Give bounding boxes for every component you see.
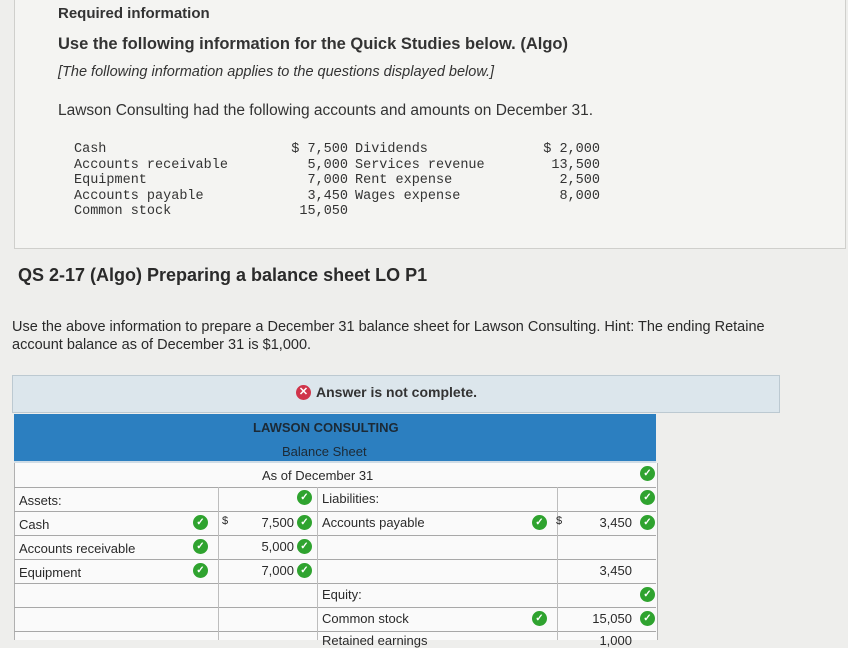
account-amount: 2,500 [559, 173, 600, 188]
asset-amount-field[interactable]: 7,000 [261, 563, 294, 578]
account-amount: $ 2,000 [543, 142, 600, 157]
column-divider [317, 487, 318, 640]
account-amount: 7,000 [307, 173, 348, 188]
account-amount: 8,000 [559, 188, 600, 204]
check-icon: ✓ [532, 515, 547, 530]
right-margin [656, 414, 848, 640]
asset-account-field[interactable]: Accounts receivable [19, 541, 136, 556]
error-x-icon: ✕ [296, 385, 311, 400]
statement-title-field[interactable]: Balance Sheet [282, 444, 367, 459]
equity-account-field[interactable]: Retained earnings [322, 633, 428, 648]
row-divider [14, 583, 656, 584]
account-name: Dividends [355, 142, 428, 157]
account-amount: 13,500 [551, 157, 600, 173]
check-icon: ✓ [640, 587, 655, 602]
liability-account-field[interactable]: Accounts payable [322, 515, 425, 530]
asset-amount-field[interactable]: 5,000 [261, 539, 294, 554]
account-name: Services revenue [355, 157, 485, 173]
check-icon: ✓ [640, 466, 655, 481]
check-icon: ✓ [193, 515, 208, 530]
asset-account-field[interactable]: Cash [19, 517, 50, 532]
liabilities-label[interactable]: Liabilities: [322, 491, 380, 506]
company-name-field[interactable]: LAWSON CONSULTING [253, 420, 399, 435]
answer-status [296, 384, 477, 400]
account-name: Accounts receivable [74, 157, 228, 173]
check-icon: ✓ [640, 515, 655, 530]
account-amount: 3,450 [307, 188, 348, 204]
assets-label[interactable]: Assets: [19, 493, 62, 508]
lawson-accounts-intro: Lawson Consulting had the following accounts and amounts on December 31. [58, 102, 594, 119]
instructions [12, 318, 848, 354]
date-field[interactable]: As of December 31 [262, 468, 374, 483]
account-amount: 5,000 [307, 157, 348, 173]
instructions-line: Use the above information to prepare a December 31 balance sheet for Lawson Consulting. Hint: The ending Retaine [12, 319, 765, 335]
account-name: Equipment [74, 173, 147, 188]
check-icon: ✓ [193, 563, 208, 578]
row-divider [14, 511, 656, 512]
accounts-amounts-col2 [500, 142, 600, 204]
row-divider [14, 535, 656, 536]
equity-amount-field[interactable]: 15,050 [592, 611, 632, 626]
account-name: Common stock [74, 204, 172, 219]
equity-label[interactable]: Equity: [322, 587, 362, 602]
dollar-sign: $ [556, 515, 563, 527]
accounts-names-col1 [74, 142, 228, 220]
liability-amount-field[interactable]: 3,450 [599, 515, 632, 530]
question-title: QS 2-17 (Algo) Preparing a balance sheet LO P1 [18, 265, 428, 285]
check-icon: ✓ [297, 490, 312, 505]
column-divider [218, 487, 219, 640]
accounts-amounts-col1 [250, 142, 348, 220]
account-name: Rent expense [355, 173, 453, 188]
account-name: Wages expense [355, 188, 461, 204]
asset-amount-field[interactable]: 7,500 [261, 515, 294, 530]
column-divider [557, 487, 558, 640]
answer-status-text: Answer is not complete. [316, 384, 478, 400]
check-icon: ✓ [193, 539, 208, 554]
equity-amount-field[interactable]: 1,000 [599, 633, 632, 648]
row-divider [14, 607, 656, 608]
required-information-heading: Required information [58, 5, 210, 22]
check-icon: ✓ [297, 539, 312, 554]
check-icon: ✓ [532, 611, 547, 626]
asset-account-field[interactable]: Equipment [19, 565, 82, 580]
applies-note: [The following information applies to the questions displayed below.] [58, 64, 495, 80]
check-icon: ✓ [640, 490, 655, 505]
account-name: Accounts payable [74, 188, 204, 204]
account-amount: $ 7,500 [291, 142, 348, 157]
dollar-sign: $ [222, 515, 229, 527]
row-divider [14, 487, 656, 488]
account-amount: 15,050 [299, 204, 348, 219]
total-liabilities-field[interactable]: 3,450 [599, 563, 632, 578]
accounts-names-col2 [355, 142, 485, 204]
account-name: Cash [74, 142, 107, 157]
check-icon: ✓ [297, 515, 312, 530]
row-divider [14, 631, 656, 632]
row-divider [14, 559, 656, 560]
use-following-heading: Use the following information for the Quick Studies below. (Algo) [58, 35, 568, 53]
instructions-line: account balance as of December 31 is $1,000. [12, 337, 312, 353]
equity-account-field[interactable]: Common stock [322, 611, 409, 626]
check-icon: ✓ [297, 563, 312, 578]
check-icon: ✓ [640, 611, 655, 626]
